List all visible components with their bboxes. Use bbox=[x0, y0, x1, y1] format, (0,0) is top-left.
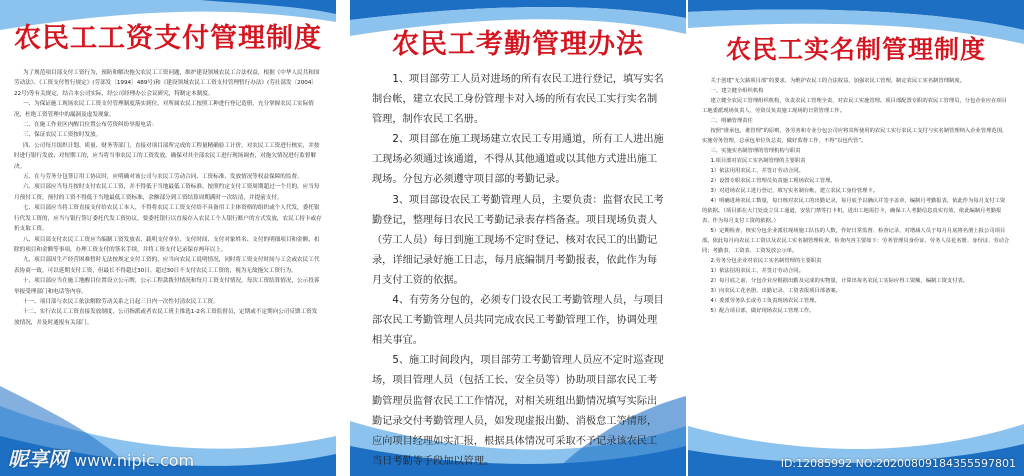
paragraph: 三、实施实名制管理的管理机构与职责 bbox=[710, 148, 801, 154]
paragraph: 五、在与劳务分包签订用工协议时，应明确对该公司与农民工劳动合同、工资标准、发放情况等权益保障的监督。 bbox=[22, 174, 303, 181]
paragraph: 3、项目部设农民工考勤管理人员，主要负责：监督农民工考勤登记，整理每日农民工考勤记录表存档备查。项目现场负责人（劳工人员）每日到施工现场不定时登记、核对农民工的出勤记录，详细记录好施工日志，每月底编制月考勤报表，依此作为每月支付工资的依据。 bbox=[372, 194, 664, 286]
paragraph: 十一、项目部与农民工依法解除劳动关系之日起三日内一次性付清农民工工资。 bbox=[22, 298, 219, 305]
paragraph: 关于创建“无欠薪项目部”的要求，为维护农民工的合法权益，加强农民工管理，制定农民工实名制管理制度。 bbox=[710, 78, 965, 84]
paragraph: 六、项目部应当每月按时支付农民工工资，并不得低于当地最低工资标准。按照约定支付工资周期超过一个月的，应当每月预付工资，预付的工资不得低于当地最低工资标准，余额部分到工资结算周期满时一次结清，并提前支付。 bbox=[14, 184, 320, 201]
poster-board-wage-payment bbox=[0, 0, 336, 476]
board-body bbox=[14, 68, 322, 436]
paragraph: 一、建立健全组织机构 bbox=[710, 88, 764, 94]
paragraph: 1）依法招用农民工，并签订劳动合同。 bbox=[710, 268, 804, 274]
paragraph: 九、项目部因生产经营困难暂时无法按规定支付工资的，应当向农民工说明情况，同时将工资支付时间与工会或农民工代表协商一致，可以延期支付工资，但最长不得超过30日。超过30日不支付农民工工资的，视为无故拖欠工资行为。 bbox=[14, 257, 320, 274]
board-title: 农民工实名制管理制度 bbox=[725, 35, 986, 64]
paragraph: 一、为保证施工现场农民工工资支付管理制度落实到位，对所属农民工按照工种进行登记造册，充分掌握农民工实际情况，杜绝工资管理中的漏洞及虚发现象。 bbox=[14, 101, 314, 118]
paragraph: 5、施工时间段内，项目部劳工考勤管理人员应不定时巡查现场，项目管理人员（包括工长、安全员等）协助项目部农民工考勤管理员监督农民工工作情况，对相关班组出勤情况填写实际出勤记录交付考勤管理人员，如发现虚报出勤、消极怠工等情形，应向项目经理如实汇报，根据具体情况可采取不予记录该农民工当日考勤等手段加以管理。 bbox=[372, 355, 664, 467]
paragraph: 建立健全农民工管理组织机构，负责农民工管理全责，对农民工实施管理。项目部配置专职的农民工管理员，分包企业应在项目工地委派现场负责人、劳资员负责施工现场的日常管理工作。 bbox=[702, 98, 1008, 114]
paragraph: 4、有劳务分包的，必须专门设农民工考勤管理人员，与项目部农民工考勤管理人员共同完成农民工考勤管理工作，协调处理相关事宜。 bbox=[372, 295, 664, 347]
board-body bbox=[702, 76, 1010, 428]
paragraph: 2.劳务分包企业对农民工实名制管理的主要职责 bbox=[710, 258, 822, 264]
paragraph: 2）设置专职农民工管理员负责施工现场农民工管理。 bbox=[710, 178, 836, 184]
paragraph: 5）定期检查，核实分包企业派驻现场施工队伍的人数，作好日常监督、检查记录，对增减人员于每月月底将名册上报公司项目部。依此每月向农民工工资以及农民工实名制管理检查，检查内容主要如下：劳务管理员身份证、劳务人员花名册、身份证、劳动合同；考勤表、工资表、工资发放公示单。 bbox=[702, 228, 1010, 254]
board-title: 农民工考勤管理办法 bbox=[392, 29, 644, 60]
poster-board-attendance bbox=[350, 0, 686, 476]
paragraph: 为了规范项目部支付工资行为，预防和解决拖欠农民工工资问题，维护建设领域农民工合法权益，根据《中华人民共和国劳动法》、《工资支付暂行规定》(劳部发〔1994〕489号)和《建设领域农民工工资支付管理暂行办法》(劳社部发〔2004〕22号)等有关规定，结合本公司实际，经公司经理办公会议研究，特制定本制度。 bbox=[14, 70, 320, 97]
board-body bbox=[372, 70, 664, 467]
paragraph: 2）每月底之前，分包企业应根据出勤及完成的实物量，计算出每名农民工实际应得工资额，编制工资支付表。 bbox=[710, 278, 969, 284]
paragraph: 十二、实行农民工工资直接发放制度，公司指派或者农民工班主推选1-2名工资监督员，定期或不定期向公司反馈工资发放情况，并及时通报有关部门。 bbox=[14, 309, 318, 326]
paragraph: 4）委派劳务队长或劳工负责现场农民工管理。 bbox=[710, 298, 820, 304]
paragraph: 4）明确进场农民工数量，每日核对农民工的出勤记录，每月底予以确认并签字盖章，编制月考勤报表，依此作为每月支付工资的依据。（项目部在大门处设立员工通道，安装门禁等打卡机，进出工地需打卡，确保工人考勤信息真实有效，依此编制月考勤报表，作为每月支付工资的依据。） bbox=[702, 198, 1006, 224]
paragraph: 1）依法用用农民工，并签订劳动合同。 bbox=[710, 168, 804, 174]
watermark-logo bbox=[8, 443, 194, 472]
paragraph: 二、明确管理责任 bbox=[710, 118, 753, 124]
poster-board-real-name bbox=[688, 0, 1024, 476]
paragraph: 5）配合项目部，做好现场农民工管理工作。 bbox=[710, 308, 815, 314]
board-title: 农民工工资支付管理制度 bbox=[14, 23, 322, 54]
watermark-url: www.nipic.com bbox=[74, 451, 195, 470]
paragraph: 四、公司每月组织计划、质量、财务等部门，直接对项目部所完成的工程量精确验工计价，对农民工工资进行核实，并按时进行银行发放；对短期工的，应当将当事农民工的工资发放，确保对其全部农民工进行现场调查，对拖欠情况进行监督解决。 bbox=[14, 142, 320, 170]
paragraph: 二、在施工作业区内醒目位置公布劳资纠纷举报电话： bbox=[22, 122, 158, 129]
paragraph: 八、项目部支付农民工工资应当编制工资发放表，载明支付单位、支付时间、支付对象姓名、支付的明细项目和金额、扣除的项目和金额等事项，办理工资支付的签名手续，并将工资支付记录保存两年以上。 bbox=[14, 236, 320, 253]
watermark-id: ID:12085992 NO:20200809184355597801 bbox=[780, 457, 1016, 470]
paragraph: 按照“谁承包，谁管理”的原则，各劳务和专业分包公司应将其所使用的农民工实行农民工支付与实名制管理纳入企业管理范围，实施劳务管理，总承包单位负总责，做好监督工作，不得“以包代管”。 bbox=[702, 128, 1008, 144]
paragraph: 1.项目部对农民工实名制管理的主要职责 bbox=[710, 158, 806, 164]
watermark-logo-text: 昵享网 bbox=[8, 447, 68, 471]
paragraph: 十、项目部应当在施工地醒目位置设立公示牌，公示工程款拨付情况和每月工资支付情况，每次工资结算情况，公示投诉举报受理部门和电话等内容。 bbox=[14, 278, 320, 295]
paragraph: 三、保证农民工工资按时发放。 bbox=[22, 132, 102, 139]
paragraph: 3）向农民工花名册、出勤记录、工资表报项目部备案。 bbox=[710, 288, 841, 294]
paragraph: 2、项目部在施工现场建立农民工专用通道，所有工人进出施工现场必须通过该通道，不得从其他通道或以其他方式进出施工现场。分包方必须遵守项目部的考勤记录。 bbox=[372, 134, 664, 186]
paragraph: 3）对进场农民工进行登记，填写实名制台帐，建立农民工身份管理卡。 bbox=[710, 188, 879, 194]
paragraph: 七、项目部应当将工资直接支付给农民工本人，不得将农民工工资支付给不具备用工主体资格的组织或个人代发，委托银行代发工资的，应当与银行签订委托代发工资协议，要委托银行以直接存入农民工个人银行账户的方式发放，农民工持卡或存折支取工资。 bbox=[14, 205, 322, 233]
paragraph: 1、项目部劳工人员对进场的所有农民工进行登记，填写实名制台帐，建立农民工身份管理卡对入场的所有农民工实行实名制管理，制作农民工名册。 bbox=[372, 74, 664, 126]
